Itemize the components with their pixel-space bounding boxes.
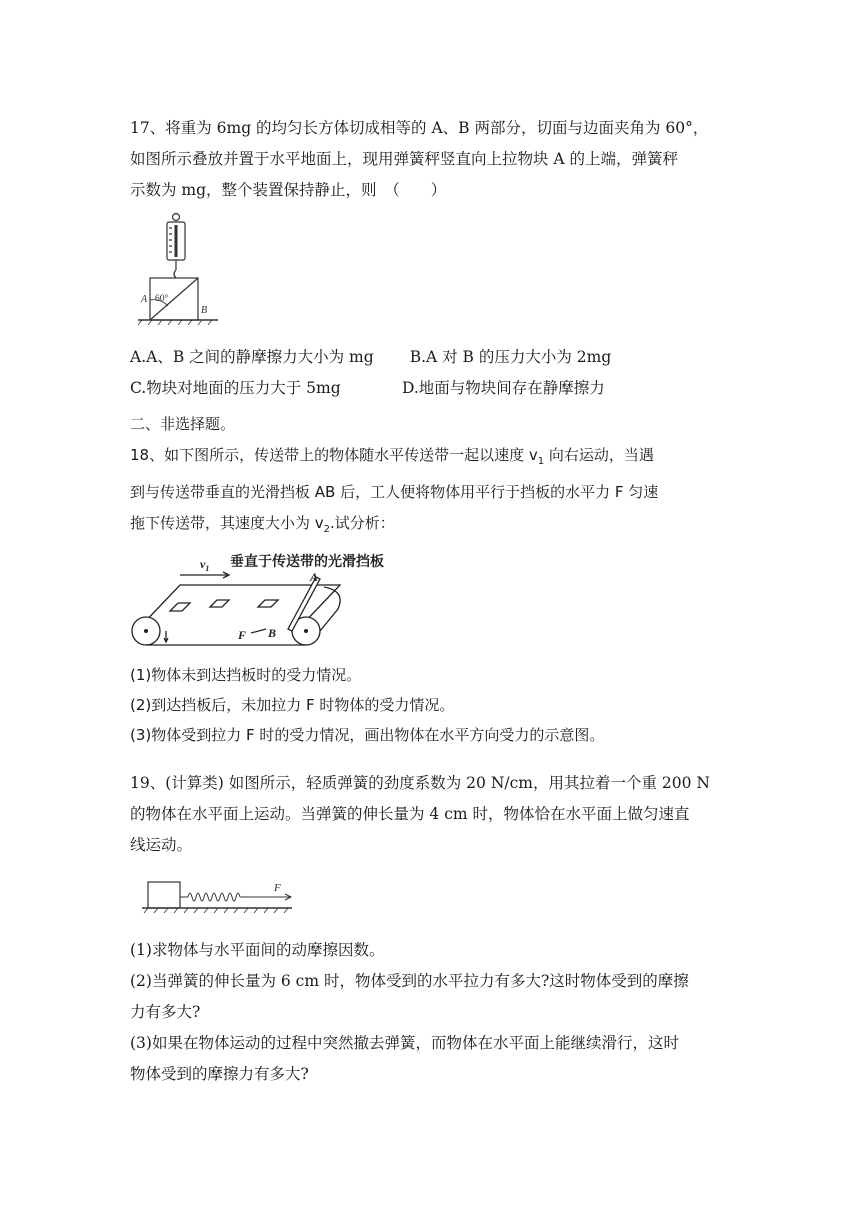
q17-figure: [138, 210, 238, 328]
q17-line-3: 示数为 mg，整个装置保持静止，则 （ ）: [130, 181, 447, 199]
baffle-title: 垂直于传送带的光滑挡板: [230, 554, 384, 570]
block: [148, 882, 180, 908]
option-c: C.物块对地面的压力大于 5mg: [130, 379, 341, 397]
label-a: A: [141, 294, 148, 305]
q19-line-2: 的物体在水平面上运动。当弹簧的伸长量为 4 cm 时，物体恰在水平面上做匀速直: [130, 805, 690, 823]
label-b: B: [268, 626, 277, 640]
q17-options-row-2: [130, 373, 730, 404]
label-v1: $v_1$: [200, 557, 210, 573]
spring-icon: [188, 893, 240, 901]
option-d: D.地面与物块间存在静摩擦力: [402, 379, 605, 397]
q19-line-3: 线运动。: [130, 836, 193, 854]
q19-items: [130, 935, 730, 1090]
q18-item-1: (1)物体未到达挡板时的受力情况。: [130, 666, 362, 684]
q18-items: [130, 660, 730, 750]
q17-line-2: 如图所示叠放并置于水平地面上，现用弹簧秤竖直向上拉物块 A 的上端，弹簧秤: [130, 150, 679, 168]
q19-item-1: (1)求物体与水平面间的动摩擦因数。: [130, 941, 385, 959]
q18-item-3: (3)物体受到拉力 F 时的受力情况，画出物体在水平方向受力的示意图。: [130, 726, 605, 744]
option-b: B.A 对 B 的压力大小为 2mg: [409, 348, 612, 366]
q19-line-1: 19、(计算类) 如图所示，轻质弹簧的劲度系数为 20 N/cm，用其拉着一个重 200 N: [130, 774, 710, 792]
q18-conveyor-figure: [128, 547, 428, 647]
q19-item-3-cont: 物体受到的摩擦力有多大?: [130, 1065, 309, 1083]
label-a: A: [310, 570, 319, 584]
q17-line-1: 17、将重为 6mg 的均匀长方体切成相等的 A、B 两部分，切面与边面夹角为 60°，: [130, 119, 709, 137]
q19-spring-figure: [142, 878, 302, 916]
q18-line-2: 到与传送带垂直的光滑挡板 AB 后，工人便将物体用平行于挡板的水平力 F 匀速: [130, 483, 659, 501]
label-f: F: [274, 882, 281, 894]
label-f: F: [238, 628, 247, 642]
q18-line-3: 拖下传送带，其速度大小为 $v_2$.试分析：: [130, 514, 395, 535]
pulley-left-icon: [144, 629, 148, 633]
q19-item-3: (3)如果在物体运动的过程中突然撤去弹簧，而物体在水平面上能继续滑行，这时: [130, 1034, 679, 1052]
spring-scale-icon: [167, 214, 185, 279]
q17-options-row-1: [130, 342, 730, 373]
option-a: A.A、B 之间的静摩擦力大小为 mg: [130, 348, 374, 366]
section-2-title: 二、非选择题。: [130, 415, 236, 433]
section-heading: [130, 409, 730, 440]
q19-item-2: (2)当弹簧的伸长量为 6 cm 时，物体受到的水平拉力有多大?这时物体受到的摩擦: [130, 972, 689, 990]
q17-stem: [130, 113, 730, 206]
q18-stem: [130, 440, 730, 545]
label-b: B: [201, 305, 208, 316]
pulley-right-icon: [304, 629, 308, 633]
label-angle: 60°: [155, 294, 169, 304]
q17-options: [130, 342, 730, 404]
q19-item-2-cont: 力有多大?: [130, 1003, 201, 1021]
q18-item-2: (2)到达挡板后，未加拉力 F 时物体的受力情况。: [130, 696, 455, 714]
q19-stem: [130, 768, 730, 861]
q18-line-1: 18、如下图所示，传送带上的物体随水平传送带一起以速度 $v_1$ 向右运动，当遇: [130, 446, 654, 467]
